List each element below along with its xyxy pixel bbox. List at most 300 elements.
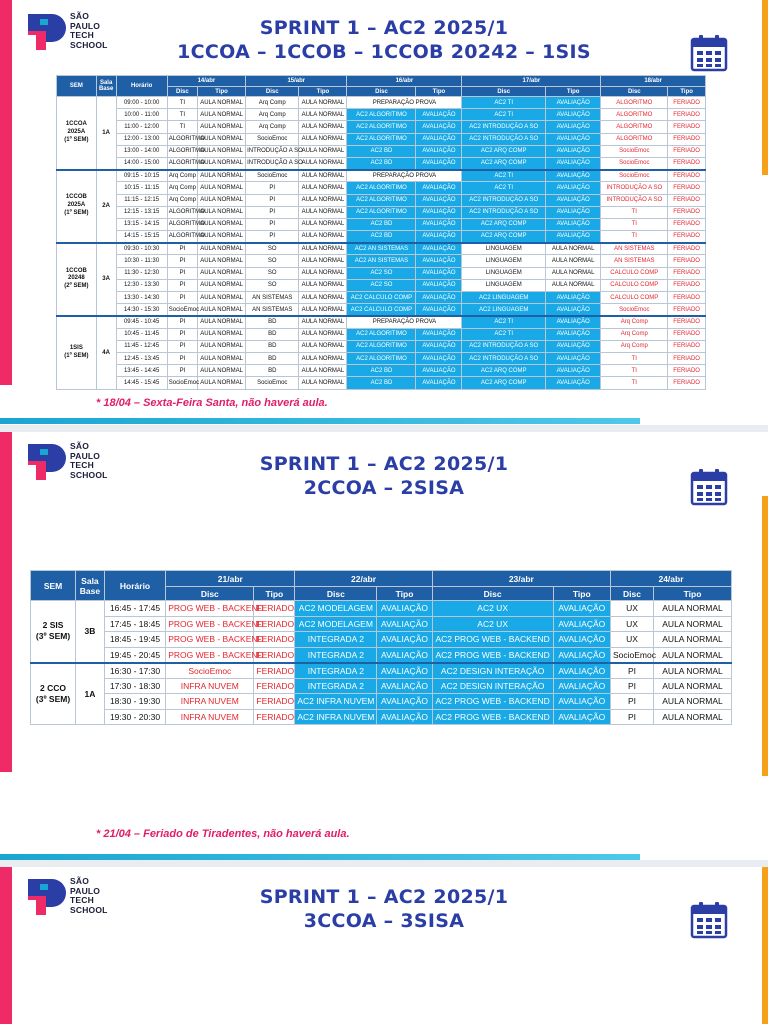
header-day: 22/abr [295, 571, 432, 587]
header-day: 18/abr [601, 76, 706, 87]
type-cell: AULA NORMAL [299, 377, 347, 389]
discipline-cell: AC2 MODELAGEM [295, 601, 377, 617]
type-cell: AVALIAÇÃO [377, 678, 432, 694]
header-disc: Disc [432, 587, 553, 601]
time-cell: 13:30 - 14:30 [116, 292, 167, 304]
discipline-cell: PI [167, 340, 197, 352]
header-horario: Horário [116, 76, 167, 97]
discipline-cell: AC2 UX [432, 616, 553, 632]
type-cell: AULA NORMAL [299, 340, 347, 352]
type-cell: AULA NORMAL [198, 255, 246, 267]
time-cell: 19:45 - 20:45 [104, 647, 165, 663]
discipline-cell: AC2 INTRODUÇÃO A SO [462, 133, 546, 145]
discipline-cell: AC2 SO [347, 267, 416, 279]
type-cell: AVALIAÇÃO [546, 206, 601, 218]
type-cell: AVALIAÇÃO [416, 340, 462, 352]
discipline-cell: INTRODUÇÃO A SO [246, 145, 299, 157]
time-cell: 14:00 - 15:00 [116, 157, 167, 169]
discipline-cell: AC2 ARQ COMP [462, 365, 546, 377]
type-cell: FERIADO [668, 292, 706, 304]
type-cell: AULA NORMAL [299, 328, 347, 340]
discipline-cell: AC2 ARQ COMP [462, 218, 546, 230]
discipline-cell: AC2 BD [347, 218, 416, 230]
accent-bar-bottom [0, 418, 640, 424]
logo-line: PAULO [70, 885, 101, 896]
type-cell: AVALIAÇÃO [416, 243, 462, 255]
discipline-cell: AC2 ALGORITIMO [347, 352, 416, 364]
discipline-cell: Arq Comp [246, 121, 299, 133]
discipline-cell: PI [167, 267, 197, 279]
table-row [57, 194, 706, 206]
discipline-cell: AN SISTEMAS [246, 292, 299, 304]
type-cell: AULA NORMAL [654, 632, 732, 648]
type-cell: FERIADO [254, 678, 295, 694]
header-tipo: Tipo [198, 87, 246, 97]
type-cell: AULA NORMAL [299, 304, 347, 316]
table-row [31, 632, 732, 648]
type-cell: AULA NORMAL [299, 194, 347, 206]
discipline-cell: TI [601, 231, 668, 243]
table-row [57, 328, 706, 340]
type-cell: FERIADO [668, 121, 706, 133]
type-cell: AULA NORMAL [654, 663, 732, 679]
type-cell: AULA NORMAL [654, 694, 732, 710]
discipline-cell: PI [610, 694, 653, 710]
type-cell: AVALIAÇÃO [553, 678, 610, 694]
discipline-cell: INTRODUÇÃO A SO [601, 194, 668, 206]
group-semester [57, 243, 97, 316]
discipline-cell: SO [246, 255, 299, 267]
table-row [57, 182, 706, 194]
discipline-cell: PI [167, 279, 197, 291]
type-cell: FERIADO [668, 206, 706, 218]
discipline-cell: ALGORITMO [601, 109, 668, 121]
type-cell: AULA NORMAL [299, 109, 347, 121]
group-room: 3A [96, 243, 116, 316]
type-cell: AULA NORMAL [299, 365, 347, 377]
discipline-cell: AC2 TI [462, 97, 546, 109]
type-cell: FERIADO [668, 170, 706, 182]
discipline-cell: AC2 AN SISTEMAS [347, 243, 416, 255]
time-cell: 11:30 - 12:30 [116, 267, 167, 279]
table-row [57, 170, 706, 182]
type-cell: AVALIAÇÃO [546, 194, 601, 206]
logo-line: SÃO [70, 11, 90, 21]
discipline-cell: AN SISTEMAS [246, 304, 299, 316]
logo-line: SÃO [70, 876, 90, 886]
type-cell: FERIADO [668, 267, 706, 279]
discipline-cell: AC2 PROG WEB - BACKEND [432, 694, 553, 710]
type-cell: AVALIAÇÃO [377, 632, 432, 648]
discipline-cell: AC2 TI [462, 182, 546, 194]
schedule-page-1 [0, 0, 768, 425]
discipline-cell: PI [167, 255, 197, 267]
type-cell: AVALIAÇÃO [546, 340, 601, 352]
semester-line: 1CCOB [65, 194, 87, 201]
table-row [57, 133, 706, 145]
discipline-cell: BD [246, 328, 299, 340]
discipline-cell: AC2 ALGORITIMO [347, 206, 416, 218]
type-cell: AVALIAÇÃO [546, 316, 601, 328]
header-day: 14/abr [167, 76, 245, 87]
calendar-icon [690, 901, 728, 939]
type-cell: AVALIAÇÃO [416, 352, 462, 364]
discipline-cell: INFRA NUVEM [166, 694, 254, 710]
discipline-cell: PROG WEB - BACKEND [166, 632, 254, 648]
discipline-cell: SO [246, 267, 299, 279]
type-cell: FERIADO [254, 601, 295, 617]
discipline-cell: ALGORITMO [601, 97, 668, 109]
discipline-cell: SocioEmoc [601, 157, 668, 169]
discipline-cell: AC2 DESIGN INTERAÇÃO [432, 678, 553, 694]
semester-line: (1º SEM) [64, 136, 89, 143]
discipline-cell: PI [246, 218, 299, 230]
discipline-cell: INTRODUÇÃO A SO [601, 182, 668, 194]
discipline-cell: AC2 ALGORITIMO [347, 182, 416, 194]
type-cell: AULA NORMAL [299, 206, 347, 218]
type-cell: AULA NORMAL [546, 243, 601, 255]
type-cell: AVALIAÇÃO [377, 709, 432, 725]
type-cell: AULA NORMAL [299, 182, 347, 194]
type-cell: FERIADO [254, 694, 295, 710]
discipline-cell: PROG WEB - BACKEND [166, 647, 254, 663]
type-cell: AULA NORMAL [198, 182, 246, 194]
header-disc: Disc [610, 587, 653, 601]
type-cell: AVALIAÇÃO [416, 109, 462, 121]
logo-line: PAULO [70, 450, 101, 461]
calendar-icon [690, 34, 728, 72]
type-cell: AULA NORMAL [299, 267, 347, 279]
time-cell: 12:00 - 13:00 [116, 133, 167, 145]
type-cell: FERIADO [668, 231, 706, 243]
type-cell: AULA NORMAL [198, 243, 246, 255]
table-row [31, 678, 732, 694]
type-cell: AULA NORMAL [654, 616, 732, 632]
time-cell: 12:30 - 13:30 [116, 279, 167, 291]
logo-line: SCHOOL [70, 904, 108, 915]
type-cell: AVALIAÇÃO [546, 218, 601, 230]
merged-cell: PREPARAÇÃO PROVA [347, 316, 462, 328]
time-cell: 13:00 - 14:00 [116, 145, 167, 157]
logo-line: TECH [70, 30, 94, 41]
discipline-cell: AC2 ALGORITIMO [347, 194, 416, 206]
table-row [57, 157, 706, 169]
header-tipo: Tipo [254, 587, 295, 601]
discipline-cell: INTEGRADA 2 [295, 647, 377, 663]
title-line-2: 1CCOA – 1CCOB – 1CCOB 20242 – 1SIS [177, 41, 591, 63]
header-day: 17/abr [462, 76, 601, 87]
discipline-cell: AC2 LINGUAGEM [462, 304, 546, 316]
type-cell: AULA NORMAL [198, 328, 246, 340]
discipline-cell: PI [246, 231, 299, 243]
type-cell: AVALIAÇÃO [546, 157, 601, 169]
semester-line: 20248 [68, 275, 85, 282]
discipline-cell: AC2 INTRODUÇÃO A SO [462, 340, 546, 352]
header-sem: SEM [57, 76, 97, 97]
time-cell: 12:15 - 13:15 [116, 206, 167, 218]
type-cell: AVALIAÇÃO [553, 694, 610, 710]
discipline-cell: TI [601, 377, 668, 389]
discipline-cell: AC2 TI [462, 328, 546, 340]
holiday-note: * 21/04 – Feriado de Tiradentes, não haverá aula. [96, 828, 350, 840]
discipline-cell: AC2 ARQ COMP [462, 377, 546, 389]
time-cell: 16:30 - 17:30 [104, 663, 165, 679]
type-cell: FERIADO [254, 663, 295, 679]
discipline-cell: BD [246, 340, 299, 352]
type-cell: AULA NORMAL [198, 97, 246, 109]
type-cell: FERIADO [668, 328, 706, 340]
semester-line: 1SIS [69, 344, 83, 351]
table-row [57, 206, 706, 218]
time-cell: 10:45 - 11:45 [116, 328, 167, 340]
type-cell: AULA NORMAL [299, 121, 347, 133]
header-disc: Disc [167, 87, 197, 97]
page-title [0, 16, 768, 64]
header-disc: Disc [166, 587, 254, 601]
group-room: 3B [76, 601, 105, 663]
header-tipo: Tipo [553, 587, 610, 601]
header-tipo: Tipo [377, 587, 432, 601]
discipline-cell: INTEGRADA 2 [295, 663, 377, 679]
discipline-cell: INFRA NUVEM [166, 709, 254, 725]
table-row [57, 243, 706, 255]
type-cell: AVALIAÇÃO [546, 231, 601, 243]
type-cell: AULA NORMAL [654, 647, 732, 663]
type-cell: FERIADO [254, 616, 295, 632]
type-cell: AULA NORMAL [198, 109, 246, 121]
discipline-cell: BD [246, 316, 299, 328]
discipline-cell: AC2 LINGUAGEM [462, 292, 546, 304]
type-cell: FERIADO [668, 157, 706, 169]
discipline-cell: LINGUAGEM [462, 267, 546, 279]
type-cell: AVALIAÇÃO [416, 377, 462, 389]
type-cell: AULA NORMAL [198, 170, 246, 182]
type-cell: AULA NORMAL [198, 365, 246, 377]
table-row [57, 304, 706, 316]
title-line-1: SPRINT 1 – AC2 2025/1 [259, 453, 509, 475]
discipline-cell: AC2 BD [347, 365, 416, 377]
type-cell: AVALIAÇÃO [416, 365, 462, 377]
type-cell: AVALIAÇÃO [553, 663, 610, 679]
table-row [57, 97, 706, 109]
time-cell: 13:15 - 14:15 [116, 218, 167, 230]
discipline-cell: AC2 SO [347, 279, 416, 291]
discipline-cell: INTRODUÇÃO A SO [246, 157, 299, 169]
time-cell: 17:45 - 18:45 [104, 616, 165, 632]
semester-line: 2 CCO [40, 682, 67, 693]
type-cell: FERIADO [668, 279, 706, 291]
discipline-cell: ALGORITMO [167, 157, 197, 169]
discipline-cell: ALGORITMO [167, 206, 197, 218]
discipline-cell: LINGUAGEM [462, 279, 546, 291]
discipline-cell: ALGORITMO [167, 231, 197, 243]
discipline-cell: CALCULO COMP [601, 279, 668, 291]
discipline-cell: AC2 BD [347, 157, 416, 169]
discipline-cell: AC2 CALCULO COMP [347, 304, 416, 316]
type-cell: FERIADO [254, 709, 295, 725]
type-cell: AVALIAÇÃO [416, 206, 462, 218]
type-cell: AVALIAÇÃO [546, 377, 601, 389]
discipline-cell: SO [246, 279, 299, 291]
table-row [57, 365, 706, 377]
type-cell: AULA NORMAL [198, 316, 246, 328]
type-cell: AULA NORMAL [198, 352, 246, 364]
type-cell: AULA NORMAL [654, 709, 732, 725]
title-line-1: SPRINT 1 – AC2 2025/1 [259, 886, 509, 908]
type-cell: AVALIAÇÃO [553, 709, 610, 725]
type-cell: AULA NORMAL [299, 218, 347, 230]
type-cell: AVALIAÇÃO [416, 328, 462, 340]
logo-line: TECH [70, 895, 94, 906]
discipline-cell: Arq Comp [246, 109, 299, 121]
discipline-cell: AC2 ALGORITIMO [347, 133, 416, 145]
discipline-cell: Arq Comp [246, 97, 299, 109]
type-cell: AULA NORMAL [299, 292, 347, 304]
time-cell: 10:00 - 11:00 [116, 109, 167, 121]
discipline-cell: SocioEmoc [246, 377, 299, 389]
time-cell: 11:45 - 12:45 [116, 340, 167, 352]
discipline-cell: AC2 TI [462, 316, 546, 328]
header-tipo: Tipo [654, 587, 732, 601]
type-cell: AVALIAÇÃO [546, 304, 601, 316]
logo-line: SCHOOL [70, 39, 108, 50]
discipline-cell: AC2 ALGORITIMO [347, 109, 416, 121]
type-cell: AVALIAÇÃO [416, 194, 462, 206]
semester-line: (2º SEM) [64, 283, 89, 290]
time-cell: 14:30 - 15:30 [116, 304, 167, 316]
header-day: 23/abr [432, 571, 610, 587]
discipline-cell: SocioEmoc [610, 647, 653, 663]
merged-cell: PREPARAÇÃO PROVA [347, 97, 462, 109]
calendar-icon [690, 468, 728, 506]
table-row [57, 352, 706, 364]
discipline-cell: CALCULO COMP [601, 267, 668, 279]
table-row [57, 109, 706, 121]
type-cell: AULA NORMAL [198, 194, 246, 206]
table-row [57, 279, 706, 291]
title-line-2: 3CCOA – 3SISA [303, 910, 465, 932]
discipline-cell: TI [601, 218, 668, 230]
table-row [57, 255, 706, 267]
type-cell: AULA NORMAL [198, 133, 246, 145]
type-cell: AULA NORMAL [299, 279, 347, 291]
type-cell: FERIADO [668, 109, 706, 121]
type-cell: AULA NORMAL [198, 218, 246, 230]
time-cell: 14:45 - 15:45 [116, 377, 167, 389]
type-cell: AULA NORMAL [198, 145, 246, 157]
type-cell: FERIADO [668, 182, 706, 194]
table-row [57, 377, 706, 389]
discipline-cell: AN SISTEMAS [601, 243, 668, 255]
logo-line: SÃO [70, 441, 90, 451]
type-cell: AVALIAÇÃO [416, 292, 462, 304]
type-cell: AVALIAÇÃO [416, 145, 462, 157]
discipline-cell: SocioEmoc [167, 377, 197, 389]
header-tipo: Tipo [299, 87, 347, 97]
discipline-cell: ALGORITMO [167, 145, 197, 157]
type-cell: AVALIAÇÃO [546, 352, 601, 364]
type-cell: AVALIAÇÃO [416, 157, 462, 169]
discipline-cell: Arq Comp [167, 194, 197, 206]
type-cell: AVALIAÇÃO [416, 231, 462, 243]
discipline-cell: ALGORITMO [167, 133, 197, 145]
type-cell: AULA NORMAL [198, 304, 246, 316]
discipline-cell: AC2 ARQ COMP [462, 145, 546, 157]
type-cell: FERIADO [668, 316, 706, 328]
type-cell: AVALIAÇÃO [553, 616, 610, 632]
type-cell: AVALIAÇÃO [546, 365, 601, 377]
discipline-cell: ALGORITMO [601, 121, 668, 133]
group-room: 1A [96, 97, 116, 170]
semester-line: 1CCOA [65, 121, 87, 128]
page-title [0, 885, 768, 933]
group-semester [57, 170, 97, 243]
header-horario: Horário [104, 571, 165, 601]
table-row [57, 292, 706, 304]
table-row [31, 616, 732, 632]
type-cell: AULA NORMAL [654, 601, 732, 617]
discipline-cell: PI [610, 678, 653, 694]
header-sala: Sala Base [76, 571, 105, 601]
type-cell: AULA NORMAL [198, 292, 246, 304]
type-cell: AVALIAÇÃO [546, 97, 601, 109]
type-cell: AULA NORMAL [299, 231, 347, 243]
type-cell: AULA NORMAL [299, 243, 347, 255]
discipline-cell: PI [167, 292, 197, 304]
discipline-cell: AC2 BD [347, 377, 416, 389]
time-cell: 09:15 - 10:15 [116, 170, 167, 182]
header-day: 21/abr [166, 571, 295, 587]
time-cell: 09:45 - 10:45 [116, 316, 167, 328]
type-cell: FERIADO [668, 340, 706, 352]
time-cell: 13:45 - 14:45 [116, 365, 167, 377]
discipline-cell: CALCULO COMP [601, 292, 668, 304]
type-cell: AULA NORMAL [299, 170, 347, 182]
type-cell: AULA NORMAL [198, 340, 246, 352]
title-line-2: 2CCOA – 2SISA [303, 477, 465, 499]
time-cell: 19:30 - 20:30 [104, 709, 165, 725]
discipline-cell: AC2 TI [462, 109, 546, 121]
discipline-cell: AC2 ALGORITIMO [347, 340, 416, 352]
type-cell: AULA NORMAL [546, 279, 601, 291]
type-cell: FERIADO [254, 647, 295, 663]
discipline-cell: TI [167, 121, 197, 133]
semester-line: (1º SEM) [64, 352, 89, 359]
time-cell: 12:45 - 13:45 [116, 352, 167, 364]
discipline-cell: INFRA NUVEM [166, 678, 254, 694]
table-row [57, 231, 706, 243]
schedule-page-3 [0, 867, 768, 1024]
header-tipo: Tipo [416, 87, 462, 97]
page-title [0, 452, 768, 500]
discipline-cell: PI [167, 243, 197, 255]
type-cell: AULA NORMAL [654, 678, 732, 694]
type-cell: AULA NORMAL [299, 352, 347, 364]
time-cell: 10:30 - 11:30 [116, 255, 167, 267]
type-cell: AVALIAÇÃO [377, 601, 432, 617]
type-cell: AVALIAÇÃO [416, 279, 462, 291]
header-disc: Disc [295, 587, 377, 601]
type-cell: FERIADO [668, 97, 706, 109]
discipline-cell: UX [610, 632, 653, 648]
type-cell: AVALIAÇÃO [553, 632, 610, 648]
discipline-cell: PI [610, 663, 653, 679]
type-cell: AVALIAÇÃO [416, 182, 462, 194]
semester-line: 2025A [67, 128, 86, 135]
discipline-cell: AC2 INFRA NUVEM [295, 694, 377, 710]
page-separator [0, 860, 768, 867]
discipline-cell: SocioEmoc [601, 145, 668, 157]
